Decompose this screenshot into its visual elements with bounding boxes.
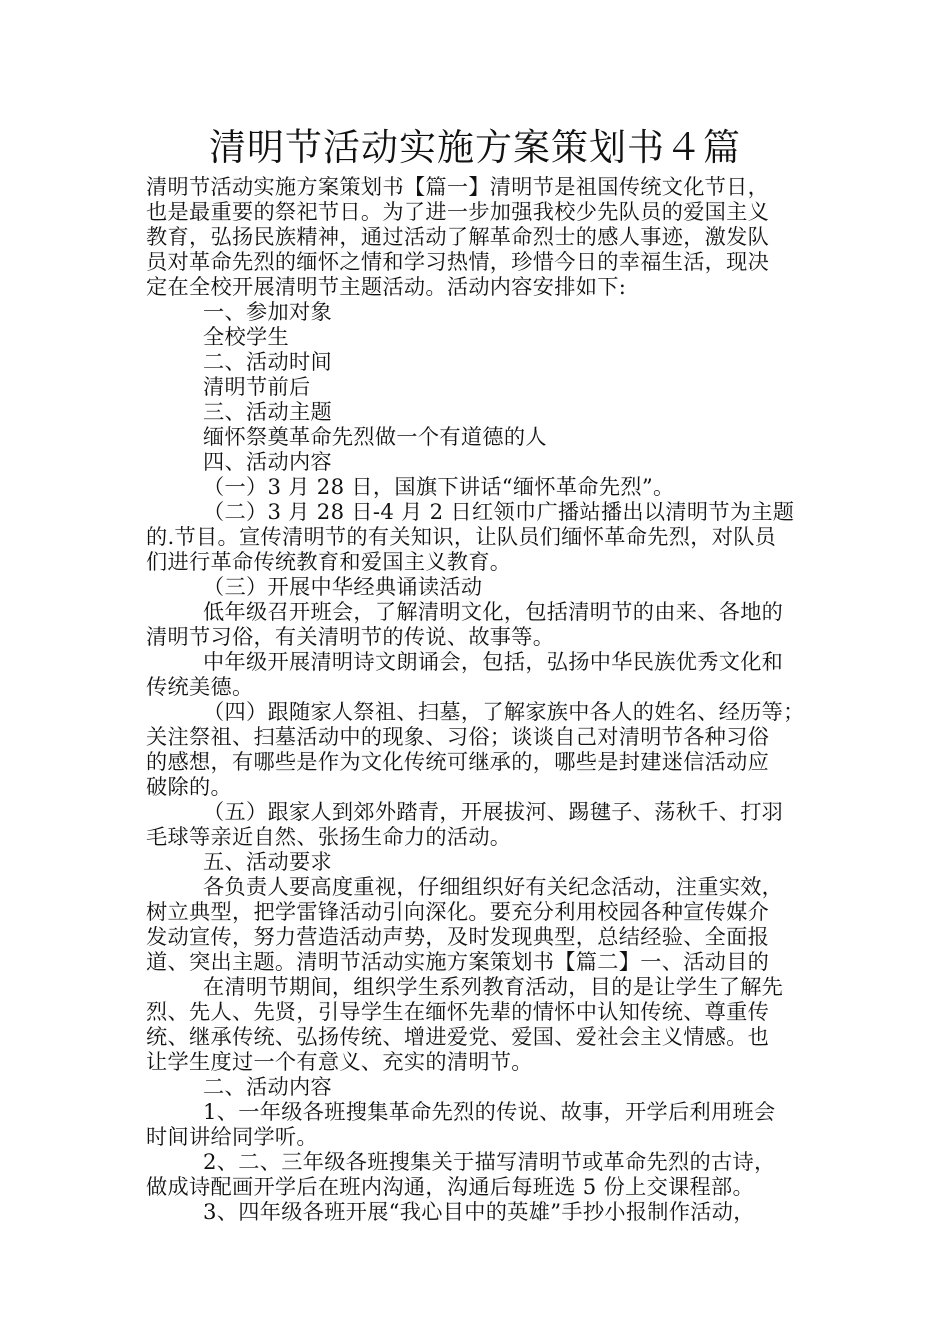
- text-line: 树立典型，把学雷锋活动引向深化。要充分利用校园各种宣传媒介: [146, 899, 770, 924]
- text-line: 的感想，有哪些是作为文化传统可继承的，哪些是封建迷信活动应: [146, 749, 770, 774]
- text-line: 发动宣传，努力营造活动声势，及时发现典型，总结经验、全面报: [146, 924, 770, 949]
- section-heading: 二、活动时间: [203, 349, 332, 374]
- document-title: 清明节活动实施方案策划书４篇: [209, 126, 741, 169]
- text-line: 1、一年级各班搜集革命先烈的传说、故事，开学后利用班会: [203, 1099, 776, 1124]
- text-line: 清明节活动实施方案策划书【篇一】清明节是祖国传统文化节日，: [146, 174, 770, 199]
- section-heading: 五、活动要求: [203, 849, 332, 874]
- text-line: 全校学生: [203, 324, 289, 349]
- section-heading: 一、参加对象: [203, 299, 332, 324]
- text-line: 中年级开展清明诗文朗诵会，包括，弘扬中华民族优秀文化和: [203, 649, 784, 674]
- text-line: 定在全校开展清明节主题活动。活动内容安排如下:: [146, 274, 627, 299]
- text-line: （四）跟随家人祭祖、扫墓，了解家族中各人的姓名、经历等；: [203, 699, 805, 724]
- text-line: （一）3 月 28 日，国旗下讲话“缅怀革命先烈”。: [203, 474, 675, 499]
- text-line: 的.节目。宣传清明节的有关知识，让队员们缅怀革命先烈，对队员: [146, 524, 777, 549]
- text-line: 清明节习俗，有关清明节的传说、故事等。: [146, 624, 555, 649]
- text-line: 各负责人要高度重视，仔细组织好有关纪念活动，注重实效，: [203, 874, 784, 899]
- text-line: 清明节前后: [203, 374, 311, 399]
- text-line: 烈、先人、先贤，引导学生在缅怀先辈的情怀中认知传统、尊重传: [146, 999, 770, 1024]
- text-line: 关注祭祖、扫墓活动中的现象、习俗；谈谈自己对清明节各种习俗: [146, 724, 770, 749]
- text-line: 也是最重要的祭祀节日。为了进一步加强我校少先队员的爱国主义: [146, 199, 770, 224]
- text-line: （二）3 月 28 日-4 月 2 日红领巾广播站播出以清明节为主题: [203, 499, 795, 524]
- text-line: 教育，弘扬民族精神，通过活动了解革命烈士的感人事迹，激发队: [146, 224, 770, 249]
- text-line: 破除的。: [146, 774, 232, 799]
- text-line: 道、突出主题。清明节活动实施方案策划书【篇二】一、活动目的: [146, 949, 770, 974]
- text-line: 让学生度过一个有意义、充实的清明节。: [146, 1049, 533, 1074]
- text-line: 在清明节期间，组织学生系列教育活动，目的是让学生了解先: [203, 974, 784, 999]
- text-line: 3、四年级各班开展“我心目中的英雄”手抄小报制作活动，: [203, 1199, 755, 1224]
- text-line: 员对革命先烈的缅怀之情和学习热情，珍惜今日的幸福生活，现决: [146, 249, 770, 274]
- text-line: 毛球等亲近自然、张扬生命力的活动。: [146, 824, 512, 849]
- section-heading: 四、活动内容: [203, 449, 332, 474]
- section-heading: 三、活动主题: [203, 399, 332, 424]
- document-body: [146, 174, 812, 1224]
- section-heading: 二、活动内容: [203, 1074, 332, 1099]
- text-line: 低年级召开班会，了解清明文化，包括清明节的由来、各地的: [203, 599, 784, 624]
- text-line: 缅怀祭奠革命先烈做一个有道德的人: [203, 424, 547, 449]
- text-line: 传统美德。: [146, 674, 254, 699]
- text-line: 做成诗配画开学后在班内沟通，沟通后每班选 5 份上交课程部。: [146, 1174, 755, 1199]
- text-line: 时间讲给同学听。: [146, 1124, 318, 1149]
- text-line: 们进行革命传统教育和爱国主义教育。: [146, 549, 512, 574]
- text-line: 2、二、三年级各班搜集关于描写清明节或革命先烈的古诗，: [203, 1149, 776, 1174]
- text-line: 统、继承传统、弘扬传统、增进爱党、爱国、爱社会主义情感。也: [146, 1024, 770, 1049]
- text-line: （五）跟家人到郊外踏青，开展拔河、踢毽子、荡秋千、打羽: [203, 799, 784, 824]
- text-line: （三）开展中华经典诵读活动: [203, 574, 483, 599]
